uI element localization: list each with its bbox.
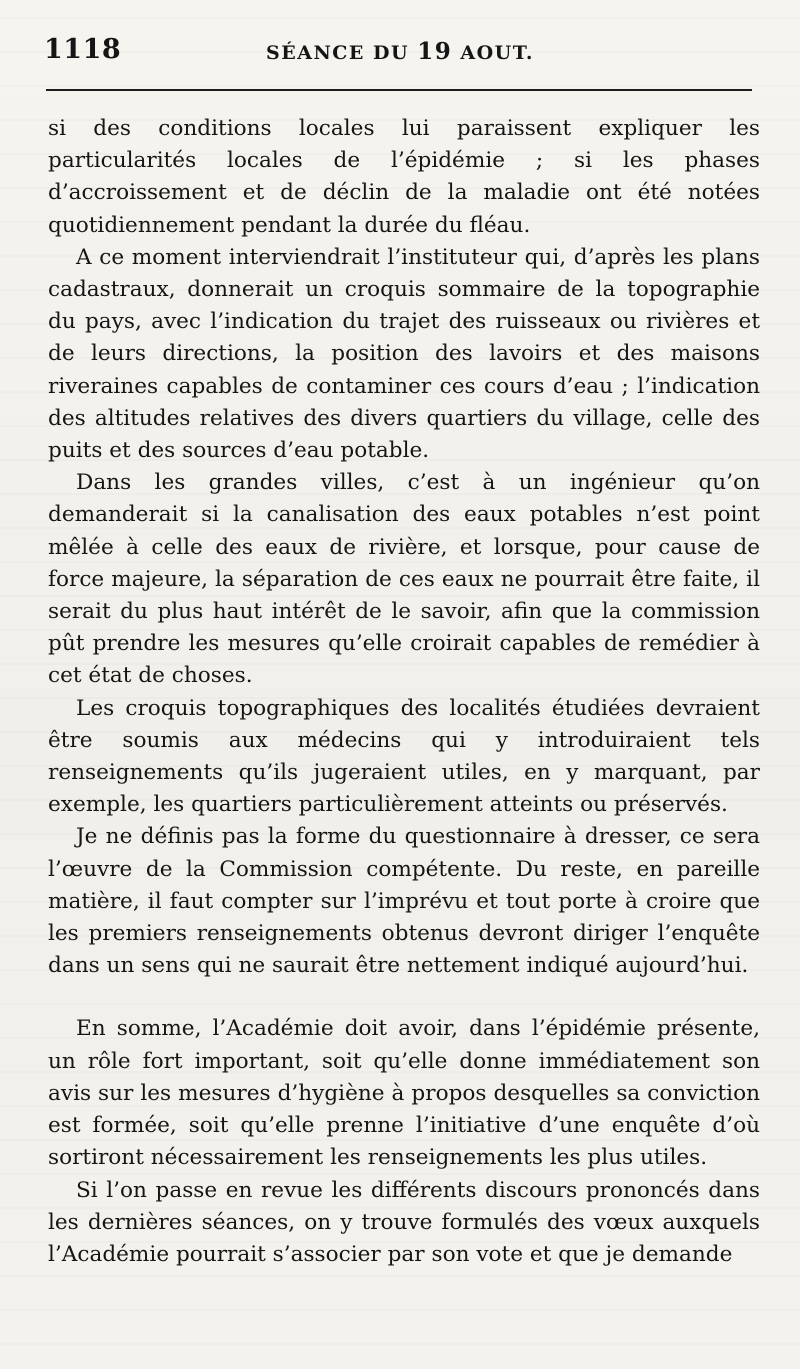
paragraph-gap [48,982,760,1013]
paragraph-continuation: si des conditions locales lui paraissent expliquer les particularités locales de l’épidémie ; si les phases d’accroissement et de déclin de la maladie ont été notées quotidiennement pendant la durée du fléau. [48,116,760,238]
paragraph-discours: Si l’on passe en revue les différents discours prononcés dans les dernières séances, on y trouve formulés des vœux auxquels l’Académie pourrait s’associer par son vote et que je demande [48,1177,760,1267]
paragraph-grandes-villes: Dans les grandes villes, c’est à un ingénieur qu’on demanderait si la canalisation des eaux potables n’est point mêlée à celle des eaux de rivière, et lorsque, pour cause de force majeure, la séparation de ces eaux ne pourrait être faite, il serait du plus haut intérêt de le savoir, afin que la commission pût prendre les mesures qu’elle croirait capables de remédier à cet état de choses. [48,470,760,689]
paragraph-questionnaire: Je ne définis pas la forme du questionnaire à dresser, ce sera l’œuvre de la Commission compétente. Du reste, en pareille matière, il faut compter sur l’imprévu et tout porte à croire que les premiers renseignements obtenus devront diriger l’enquête dans un sens qui ne saurait être nettement indiqué aujourd’hui. [48,824,760,979]
running-head [44,34,756,74]
paragraph-en-somme: En somme, l’Académie doit avoir, dans l’épidémie présente, un rôle fort important, soit qu’elle donne immédiatement son avis sur les mesures d’hygiène à propos desquelles sa conviction est formée, soit qu’elle prenne l’initiative d’une enquête d’où sortiront nécessairement les renseignements les plus utiles. [48,1016,760,1171]
page-number: 1118 [44,34,122,65]
running-title-day: 19 [417,38,453,65]
paragraph-croquis: Les croquis topographiques des localités étudiées devraient être soumis aux médecins qui y introduiraient tels renseignements qu’ils jugeraient utiles, en y marquant, par exemple, les quartiers particulièrement atteints ou préservés. [48,695,760,818]
running-title-prefix: SÉANCE DU [266,42,418,64]
header-rule [46,89,752,91]
body-text [48,113,760,1271]
paragraph-instituteur: A ce moment interviendrait l’instituteur qui, d’après les plans cadastraux, donnerait un croquis sommaire de la topographie du pays, avec l’indication du trajet des ruisseaux ou rivières et de leurs directions, la position des lavoirs et des maisons riveraines capables de contaminer ces cours d’eau ; l’indication des altitudes relatives des divers quartiers du village, celle des puits et des sources d’eau potable. [48,244,760,464]
running-title-suffix: AOUT. [452,42,534,64]
running-title [44,38,756,65]
